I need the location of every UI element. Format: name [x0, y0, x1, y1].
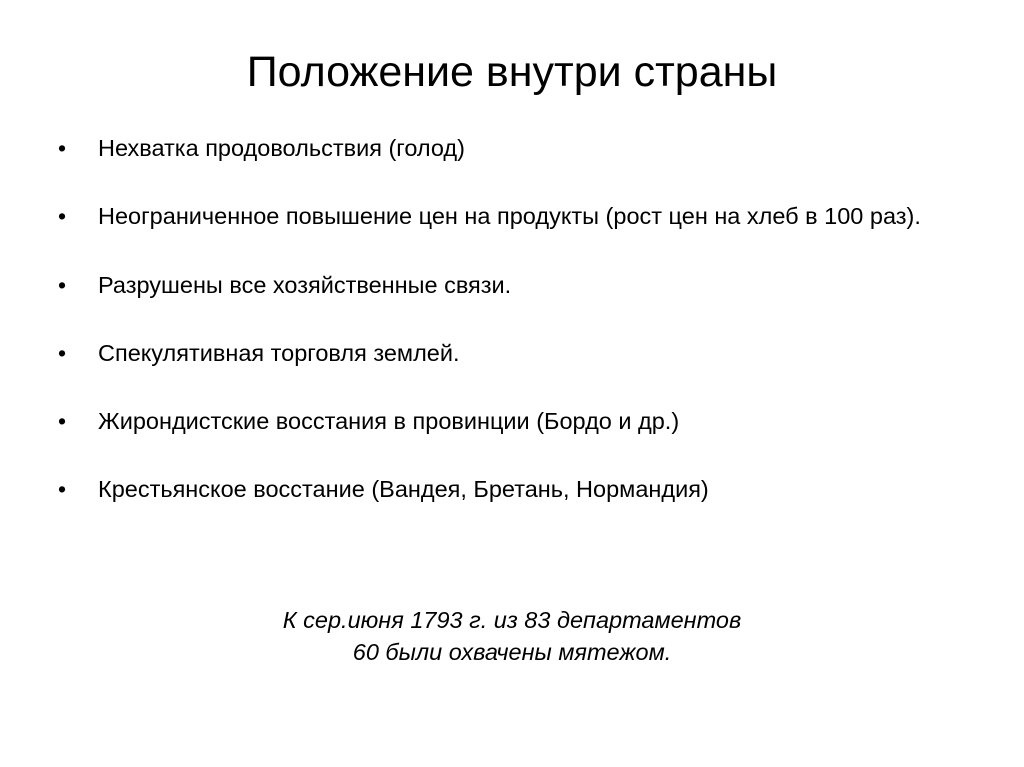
list-item	[58, 474, 978, 504]
summary-note-line-1: К сер.июня 1793 г. из 83 департаментов	[282, 607, 742, 633]
bullet-text: Разрушены все хозяйственные связи.	[98, 272, 512, 298]
bullet-icon: •	[58, 272, 67, 298]
bullet-text: Жирондистские восстания в провинции (Бордо и др.)	[98, 408, 680, 434]
summary-note-line-2: 60 были охвачены мятежом.	[352, 639, 672, 665]
bullet-icon: •	[58, 476, 67, 502]
bullet-text: Спекулятивная торговля землей.	[98, 340, 460, 366]
bullet-list	[58, 133, 978, 542]
slide-title: Положение внутри страны	[246, 48, 778, 96]
bullet-icon: •	[58, 340, 67, 366]
list-item	[58, 201, 978, 231]
list-item	[58, 270, 978, 300]
list-item	[58, 406, 978, 436]
bullet-text: Нехватка продовольствия (голод)	[98, 135, 465, 161]
bullet-text: Крестьянское восстание (Вандея, Бретань, Нормандия)	[98, 476, 709, 502]
bullet-icon: •	[58, 135, 67, 161]
bullet-text: Неограниченное повышение цен на продукты (рост цен на хлеб в 100 раз).	[98, 203, 921, 229]
summary-note	[0, 604, 1024, 668]
bullet-icon: •	[58, 203, 67, 229]
bullet-icon: •	[58, 408, 67, 434]
list-item	[58, 133, 978, 163]
list-item	[58, 338, 978, 368]
